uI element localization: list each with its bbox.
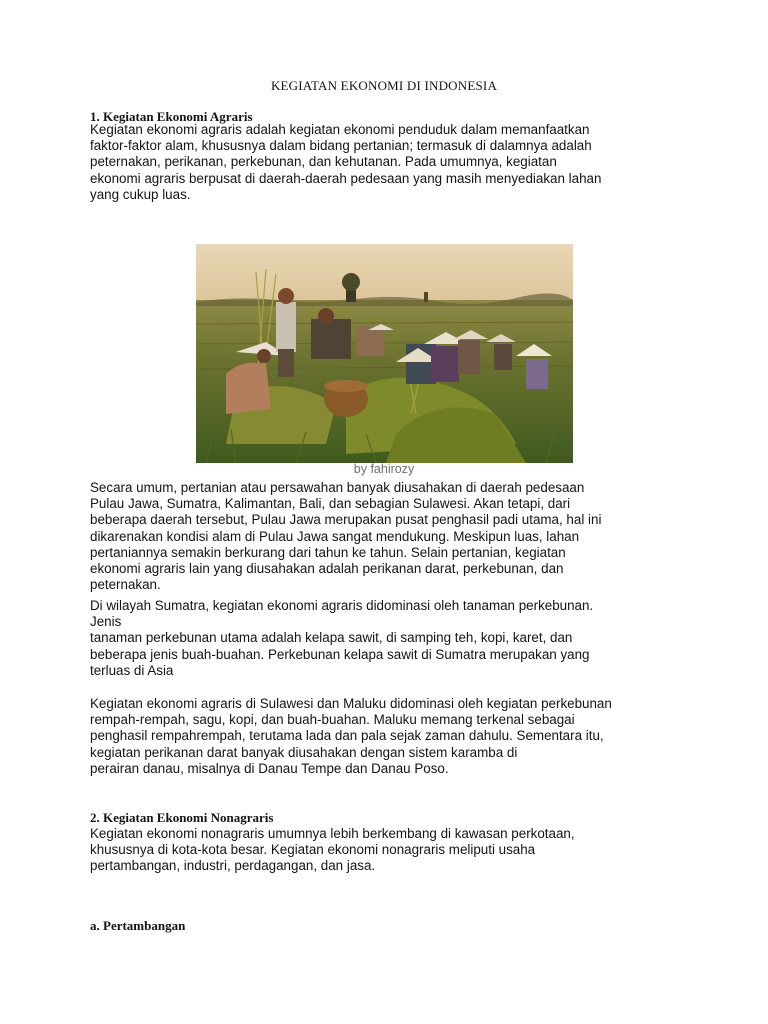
text-line: perairan danau, misalnya di Danau Tempe dan Danau Poso. (90, 760, 449, 776)
text-line: Kegiatan ekonomi agraris di Sulawesi dan Maluku didominasi oleh kegiatan perkebunan (90, 696, 612, 711)
text-line: Kegiatan ekonomi agraris adalah kegiatan ekonomi penduduk dalam memanfaatkan (90, 122, 590, 137)
section-1-paragraph-4 (90, 696, 690, 777)
rice-harvest-illustration (196, 244, 573, 463)
text-line: Kegiatan ekonomi nonagraris umumnya lebih berkembang di kawasan perkotaan, (90, 826, 575, 841)
text-line: ekonomi agraris lain yang diusahakan adalah perikanan darat, perkebunan, dan (90, 561, 564, 577)
section-2-heading: 2. Kegiatan Ekonomi Nonagraris (90, 810, 274, 825)
section-2-intro-paragraph (90, 826, 690, 875)
section-1-paragraph-3 (90, 598, 690, 679)
text-line: beberapa jenis buah-buahan. Perkebunan kelapa sawit di Sumatra merupakan yang (90, 646, 590, 662)
document-title: KEGIATAN EKONOMI DI INDONESIA (270, 78, 498, 93)
rice-harvest-photo (196, 244, 573, 463)
text-line: khususnya di kota-kota besar. Kegiatan ekonomi nonagraris meliputi usaha (90, 842, 536, 858)
text-line: faktor-faktor alam, khususnya dalam bidang pertanian; termasuk di dalamnya adalah (90, 138, 592, 154)
subsection-a-heading: a. Pertambangan (90, 918, 186, 933)
text-line: kegiatan perikanan darat banyak diusahakan dengan sistem karamba di (90, 744, 518, 760)
text-line: terluas di Asia (90, 662, 174, 678)
text-line: ekonomi agraris berpusat di daerah-daerah pedesaan yang masih menyediakan lahan (90, 170, 602, 186)
text-line: Jenis (90, 614, 122, 630)
text-line: peternakan, perikanan, perkebunan, dan kehutanan. Pada umumnya, kegiatan (90, 154, 557, 170)
text-line: penghasil rempahrempah, terutama lada dan pala sejak zaman dahulu. Sementara itu, (90, 728, 604, 744)
text-line: rempah-rempah, sagu, kopi, dan buah-buahan. Maluku memang terkenal sebagai (90, 712, 575, 728)
text-line: tanaman perkebunan utama adalah kelapa sawit, di samping teh, kopi, karet, dan (90, 630, 573, 646)
text-line: Pulau Jawa, Sumatra, Kalimantan, Bali, dan sebagian Sulawesi. Akan tetapi, dari (90, 496, 571, 512)
section-1-paragraph-2 (90, 480, 690, 593)
text-line: beberapa daerah tersebut, Pulau Jawa merupakan pusat penghasil padi utama, hal ini (90, 512, 602, 528)
text-line: pertambangan, industri, perdagangan, dan jasa. (90, 858, 376, 874)
section-1-heading: 1. Kegiatan Ekonomi Agraris (90, 109, 253, 124)
text-line: peternakan. (90, 577, 161, 593)
text-line: yang cukup luas. (90, 186, 191, 202)
section-1-intro-paragraph (90, 122, 690, 203)
text-line: dikarenakan kondisi alam di Pulau Jawa sangat mendukung. Meskipun luas, lahan (90, 528, 580, 544)
text-line: pertaniannya semakin berkurang dari tahun ke tahun. Selain pertanian, kegiatan (90, 544, 566, 560)
text-line: Secara umum, pertanian atau persawahan banyak diusahakan di daerah pedesaan (90, 480, 585, 495)
photo-caption: by fahirozy (353, 462, 415, 476)
text-line: Di wilayah Sumatra, kegiatan ekonomi agraris didominasi oleh tanaman perkebunan. (90, 598, 594, 613)
